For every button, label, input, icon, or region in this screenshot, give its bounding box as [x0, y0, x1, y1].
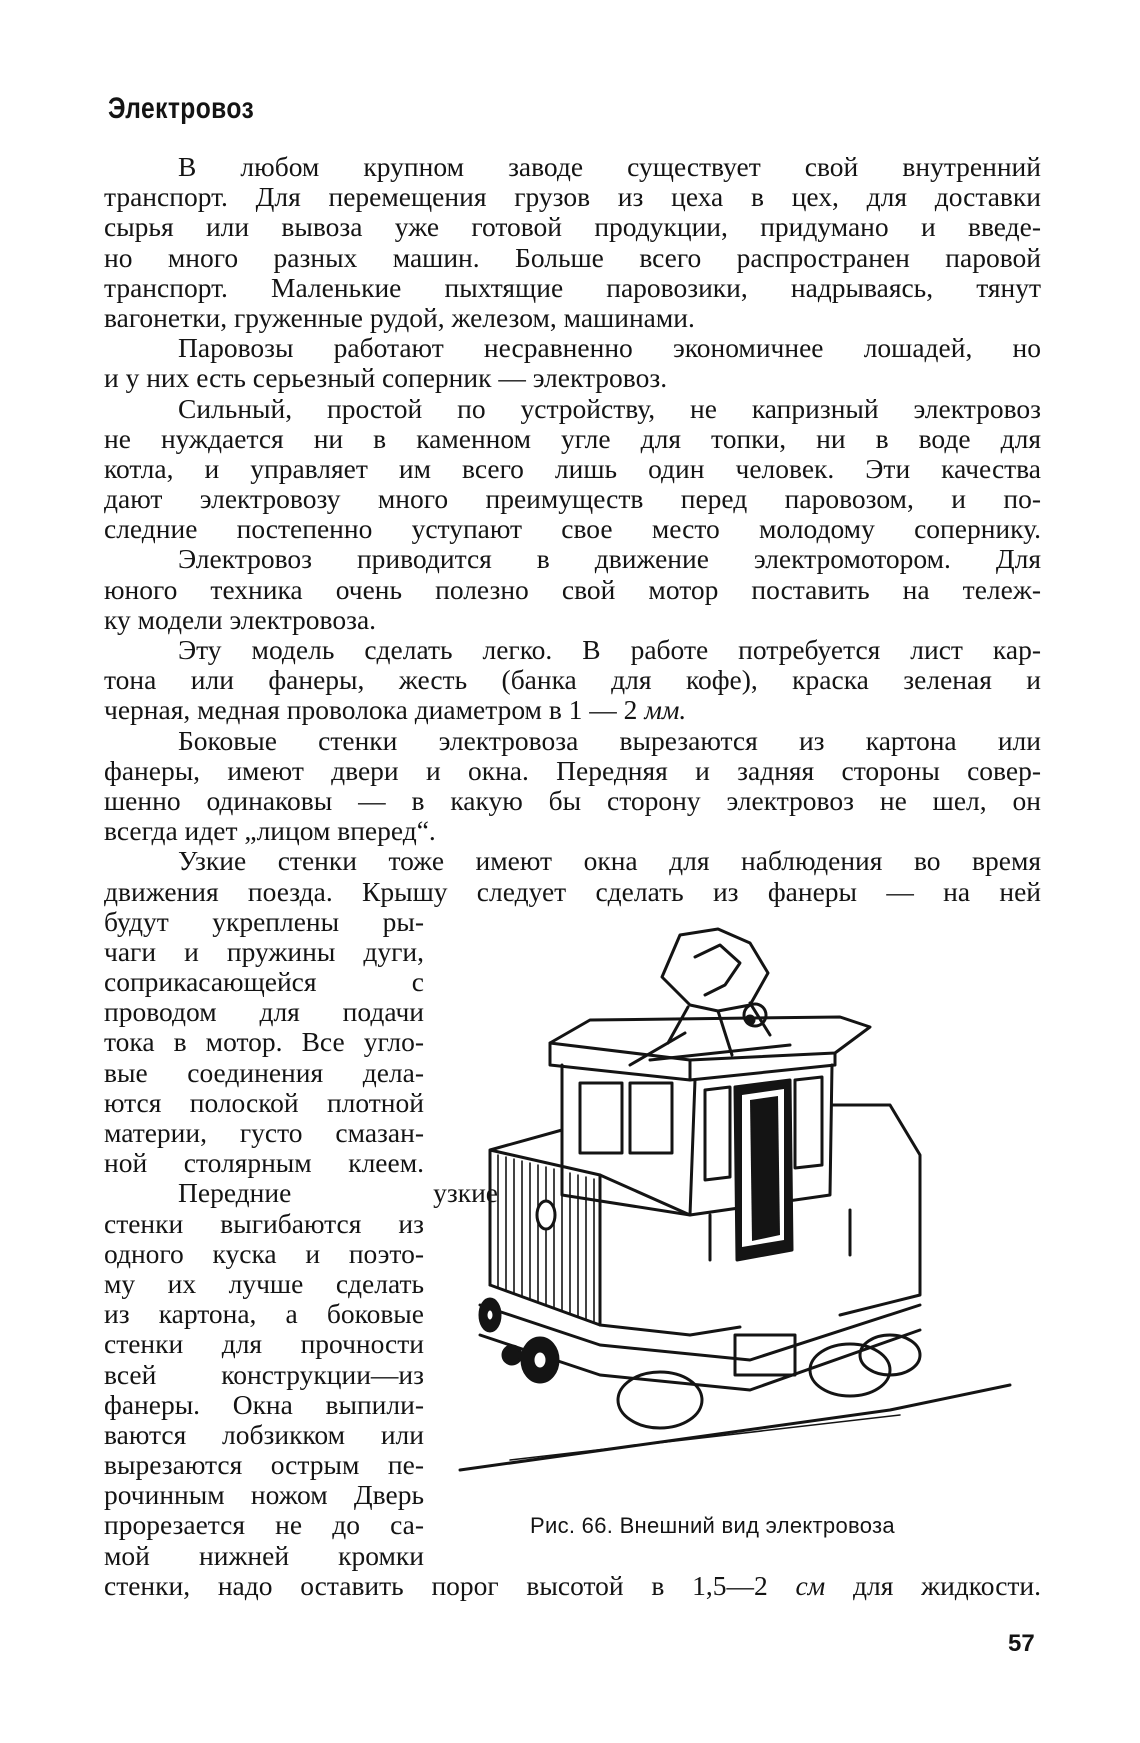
text-line: следние постепенно уступают свое место молодому сопернику.	[104, 513, 1041, 545]
text-line: чаги и пружины дуги,	[104, 935, 424, 967]
text-line: Эту модель сделать легко. В работе потребуется лист кар-	[178, 634, 1041, 665]
text-line: Паровозы работают несравненно экономичнее лошадей, но	[178, 332, 1041, 364]
text-line: стенки для прочности	[104, 1328, 424, 1360]
text-line: сырья или вывоза уже готовой продукции, придумано и введе-	[104, 211, 1041, 243]
text-line: и у них есть серьезный соперник — электровоз.	[104, 362, 668, 394]
locomotive-illustration	[450, 915, 1050, 1505]
text-line: ваются лобзикком или	[104, 1418, 424, 1450]
text-segment: для жидкости.	[852, 1569, 1042, 1601]
text-line: вагонетки, груженные рудой, железом, машинами.	[104, 301, 695, 333]
text-line: тока в мотор. Все угло-	[104, 1026, 424, 1058]
text-line: Электровоз приводится в движение электромотором. Для	[178, 543, 1041, 575]
text-line: не нуждается ни в каменном угле для топки, ни в воде для	[104, 422, 1041, 454]
text-segment: стенки, надо оставить порог высотой в 1,5—2	[104, 1569, 768, 1601]
page-title: Электровоз	[108, 92, 255, 125]
text-line: Сильный, простой по устройству, не капризный электровоз	[178, 392, 1041, 424]
text-line: одного куска и поэто-	[104, 1237, 424, 1269]
text-line: стенки выгибаются из	[104, 1207, 424, 1239]
text-line: ной столярным клеем.	[104, 1147, 424, 1179]
text-line: вые соединения дела-	[104, 1056, 424, 1088]
text-line: шенно одинаковы — в какую бы сторону электровоз не шел, он	[104, 784, 1041, 816]
text-line: движения поезда. Крышу следует сделать из фанеры — на ней	[104, 875, 1041, 907]
text-line: всегда идет „лицом вперед“.	[104, 815, 436, 847]
text-line: котла, и управляет им всего лишь один человек. Эти качества	[104, 452, 1041, 484]
text-line: проводом для подачи	[104, 996, 424, 1028]
text-line: но много разных машин. Больше всего распространен паровой	[104, 241, 1041, 273]
text-line: всей конструкции—из	[104, 1358, 424, 1390]
text-line: прорезается не до са-	[104, 1509, 424, 1541]
text-line	[104, 695, 1041, 725]
text-line: Передние узкие	[178, 1177, 498, 1209]
text-line: транспорт. Для перемещения грузов из цеха в цех, для доставки	[104, 181, 1041, 213]
text-line: ку модели электровоза.	[104, 603, 377, 635]
text-line: фанеры, имеют двери и окна. Передняя и задняя стороны совер-	[104, 754, 1041, 786]
text-line: материи, густо смазан-	[104, 1117, 424, 1148]
text-line: тона или фанеры, жесть (банка для кофе), краска зеленая и	[104, 664, 1041, 696]
text-line: Узкие стенки тоже имеют окна для наблюдения во время	[178, 845, 1041, 877]
text-line: В любом крупном заводе существует свой внутренний	[178, 151, 1041, 182]
unit-mm: мм.	[644, 694, 687, 726]
text-line: фанеры. Окна выпили-	[104, 1388, 424, 1420]
text-line: Боковые стенки электровоза вырезаются из картона или	[178, 724, 1041, 756]
text-line: юного техника очень полезно свой мотор поставить на тележ-	[104, 573, 1041, 605]
text-line: рочинным ножом Дверь	[104, 1479, 424, 1511]
text-line: будут укреплены ры-	[104, 905, 424, 937]
page-number: 57	[1008, 1630, 1035, 1657]
text-line	[104, 1571, 1041, 1601]
text-line: из картона, а боковые	[104, 1298, 424, 1330]
text-line: ются полоской плотной	[104, 1086, 424, 1118]
figure-caption: Рис. 66. Внешний вид электровоза	[530, 1513, 895, 1538]
text-line: вырезаются острым пе-	[104, 1449, 424, 1481]
unit-cm: см	[795, 1569, 826, 1601]
text-line: соприкасающейся с	[104, 966, 424, 998]
text-line: дают электровозу много преимуществ перед паровозом, и по-	[104, 483, 1041, 515]
text-line: мой нижней кромки	[104, 1539, 424, 1571]
text-line: транспорт. Маленькие пыхтящие паровозики, надрываясь, тянут	[104, 271, 1041, 303]
text-segment: черная, медная проволока диаметром в 1 — 2	[104, 694, 638, 726]
text-line: му их лучше сделать	[104, 1267, 424, 1299]
